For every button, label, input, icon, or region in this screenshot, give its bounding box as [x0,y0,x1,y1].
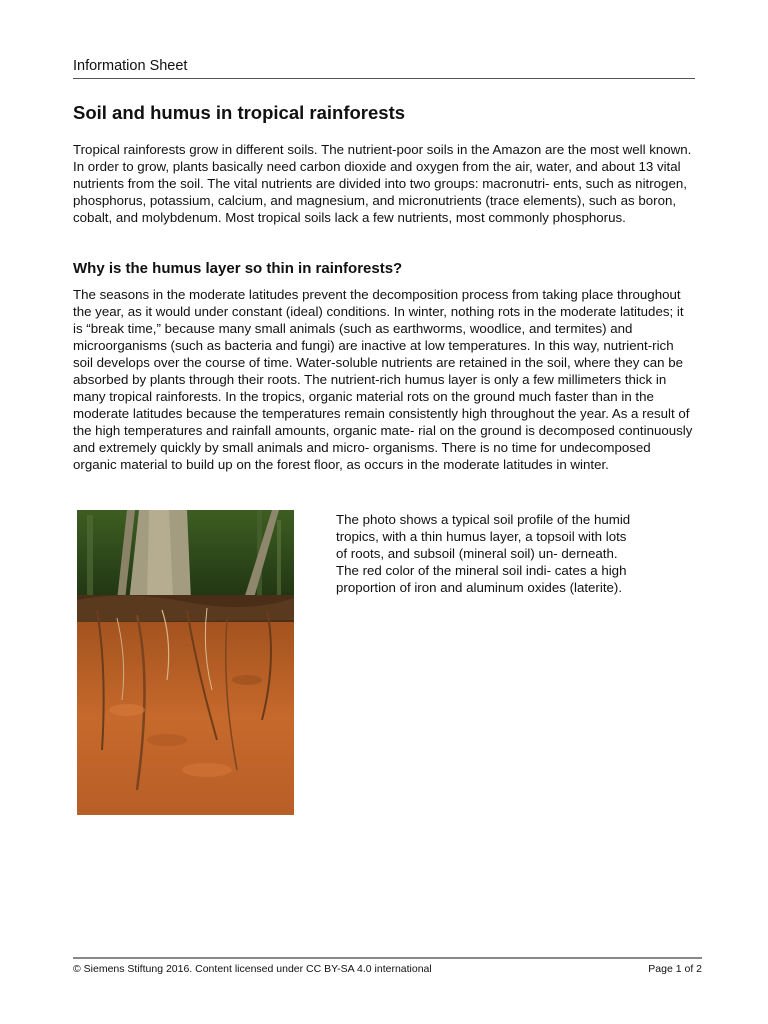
section-paragraph: The seasons in the moderate latitudes prevent the decomposition process from taking place throughout the year, as it would under constant (ideal) conditions. In winter, nothing rots in the moderate latitudes; it is “break time,” because many small animals (such as earthworms, woodlice, and termites) and microorganisms (such as bacteria and fungi) are inactive at low temperatures. In this way, nutrient-rich soil develops over the course of time. Water-soluble nutrients are retained in the soil, where they can be absorbed by plants through their roots. The nutrient-rich humus layer is only a few millimeters thick in many tropical rainforests. In the tropics, organic material rots on the ground much faster than in the moderate latitudes because the temperatures remain consistently high throughout the year. As a result of the high temperatures and rainfall amounts, organic mate- rial on the ground is decomposed continuously and extremely quickly by small animals and micro- organisms. There is no time for undecomposed organic material to build up on the forest floor, as occurs in the moderate latitudes in winter. [73,287,693,472]
header-label: Information Sheet [73,58,188,74]
section-heading: Why is the humus layer so thin in rainforests? [73,260,403,277]
soil-profile-photo [77,510,294,815]
document-header [73,58,695,79]
photo-caption: The photo shows a typical soil profile of the humid tropics, with a thin humus layer, a topsoil with lots of roots, and subsoil (mineral soil) un- derneath. The red color of the mineral soil indi- cates a high proportion of iron and aluminum oxides (laterite). [336,512,631,595]
footer-copyright: © Siemens Stiftung 2016. Content licensed under CC BY-SA 4.0 international [73,963,432,975]
intro-paragraph: Tropical rainforests grow in different soils. The nutrient-poor soils in the Amazon are the most well known. In order to grow, plants basically need carbon dioxide and oxygen from the air, water, and about 13 vital nutrients from the soil. The vital nutrients are divided into two groups: macronutri- ents, such as nitrogen, phosphorus, potassium, calcium, and magnesium, and micronutrients (trace elements), such as boron, cobalt, and molybdenum. Most tropical soils lack a few nutrients, most commonly phosphorus. [73,142,692,225]
footer-page-number: Page 1 of 2 [648,963,702,975]
page-footer [73,957,702,975]
page-title: Soil and humus in tropical rainforests [73,102,406,123]
